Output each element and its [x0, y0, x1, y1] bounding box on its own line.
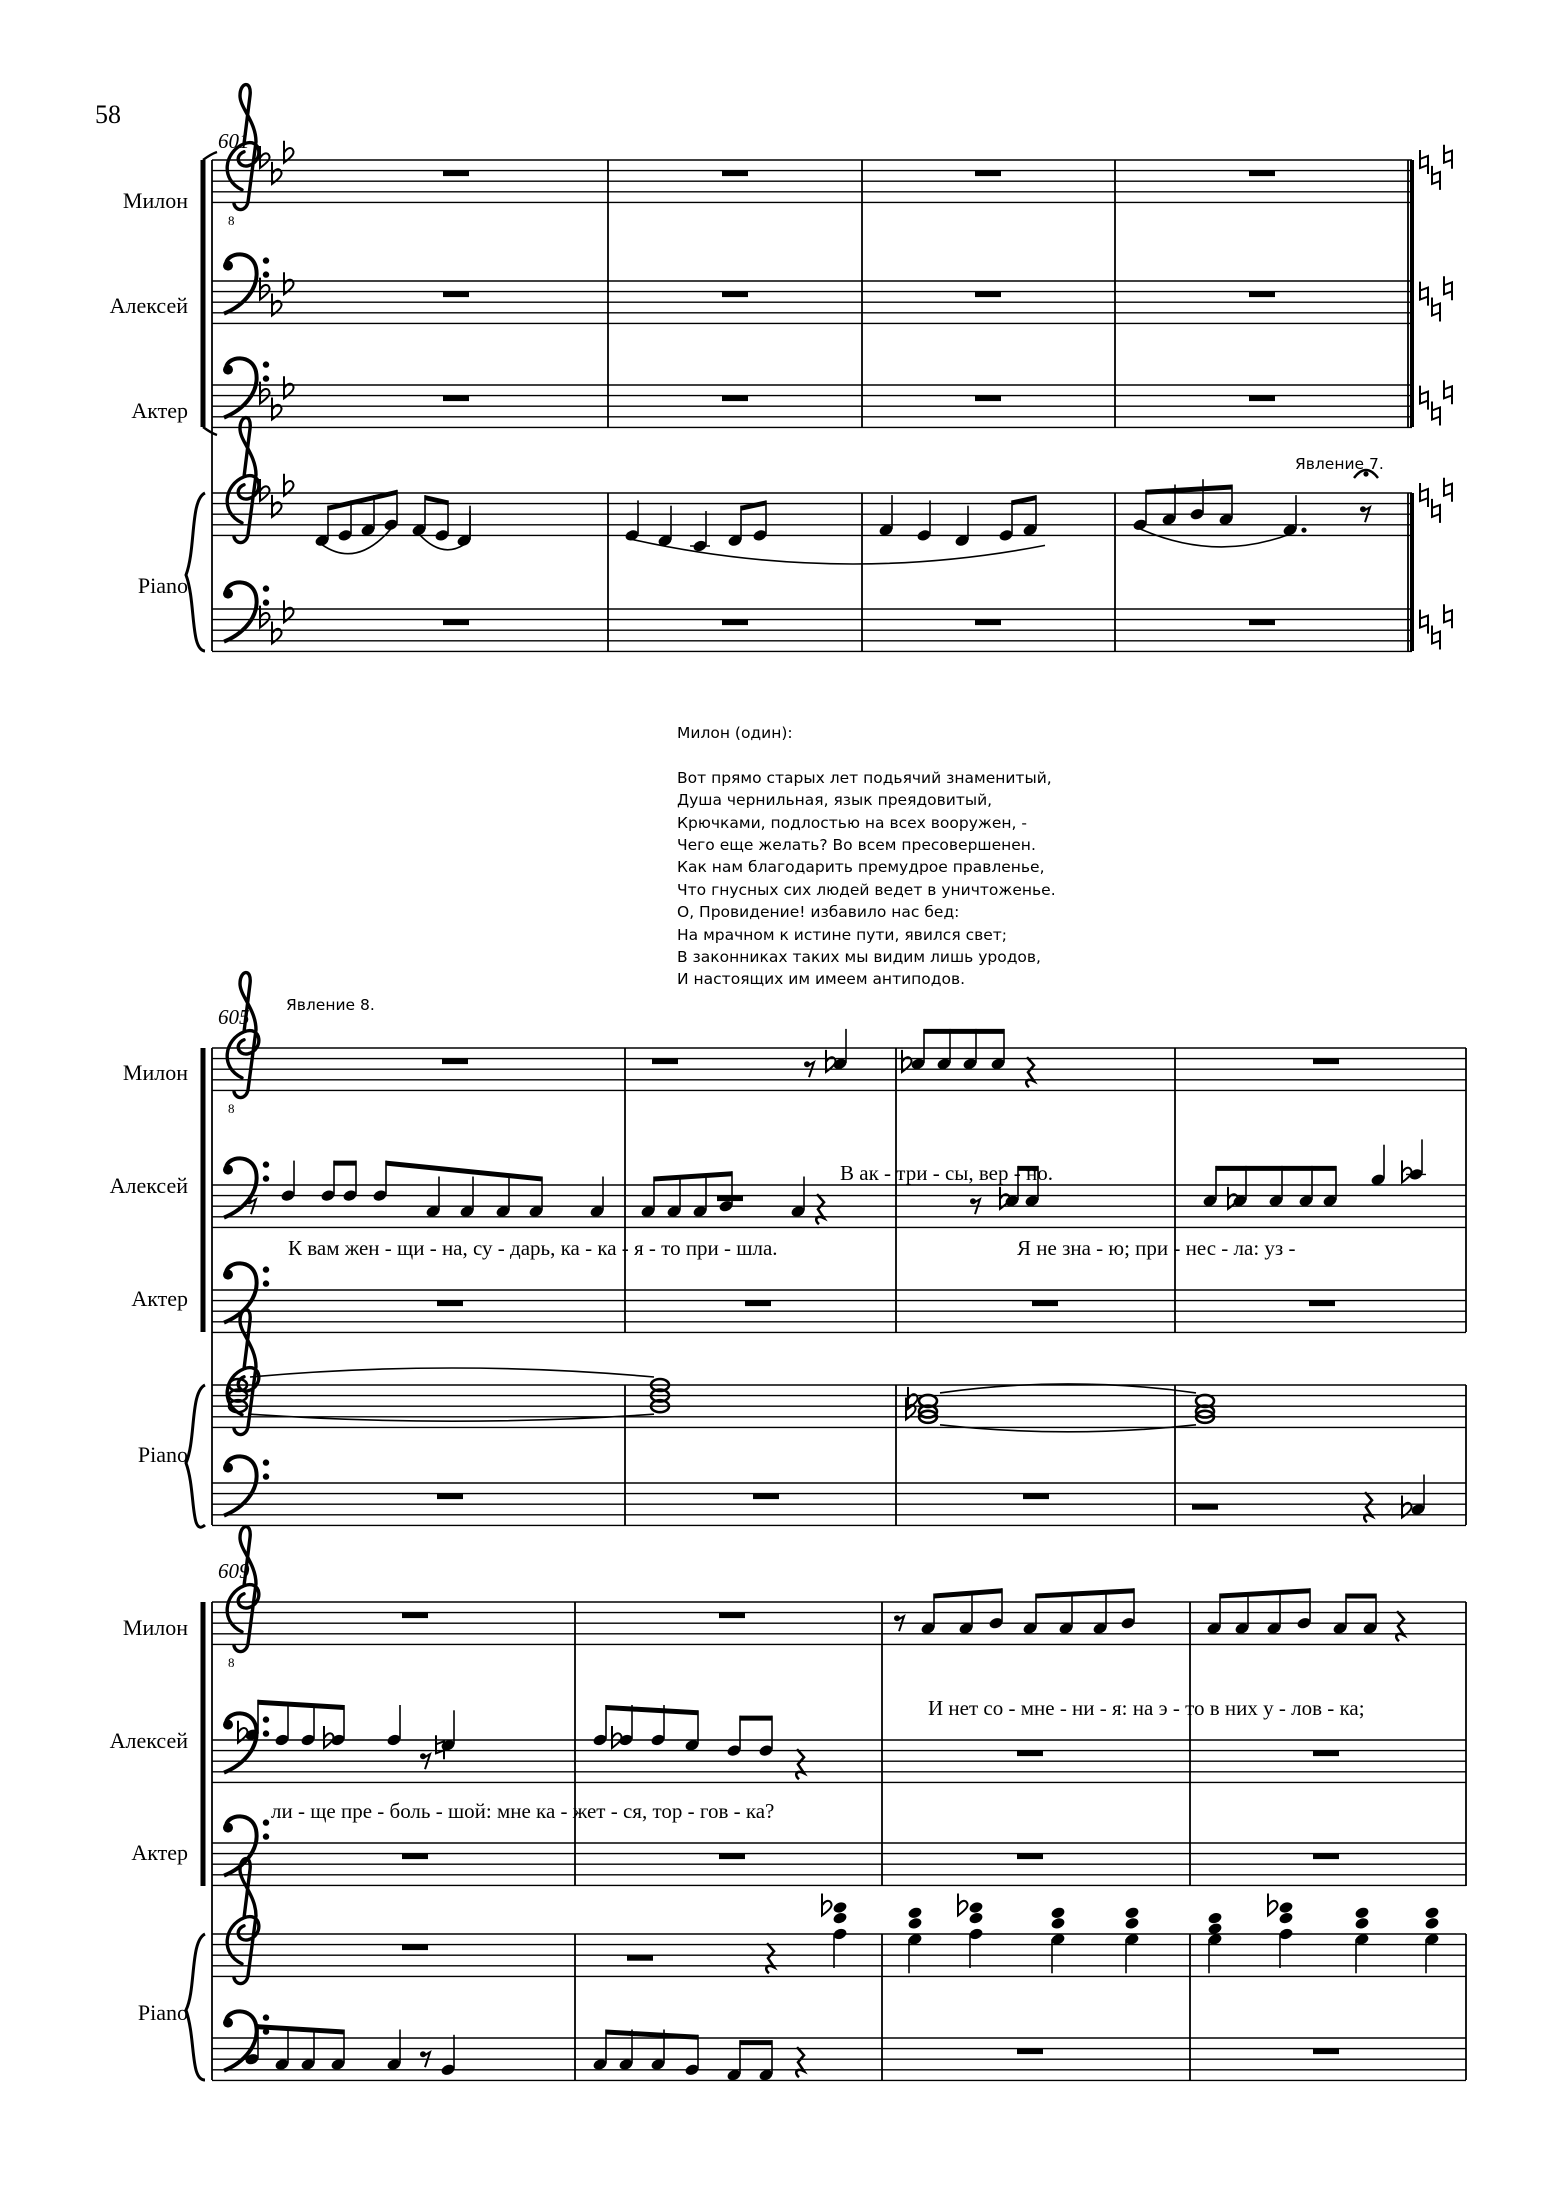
- staff-label: Милон: [122, 1060, 188, 1085]
- chord-note: [1424, 1906, 1440, 1920]
- flat-icon: [260, 146, 270, 168]
- lyric-line: И нет со - мне - ни - я: на э - то в них у - лов - ка;: [928, 1696, 1365, 1720]
- whole-rest: [402, 1945, 428, 1951]
- bass-clef-icon: [223, 1713, 269, 1772]
- beam: [1346, 1594, 1376, 1599]
- natural-icon: [1432, 626, 1440, 650]
- whole-rest: [753, 1494, 779, 1500]
- natural-icon: [1420, 610, 1428, 634]
- half-rest: [1192, 1504, 1218, 1510]
- beam: [924, 1029, 1004, 1034]
- whole-rest: [443, 171, 469, 177]
- chord-note: [968, 1911, 984, 1925]
- whole-rest: [1313, 1059, 1339, 1065]
- natural-icon: [1432, 402, 1440, 426]
- whole-rest: [1032, 1301, 1058, 1307]
- staff-label: Милон: [122, 1615, 188, 1640]
- flat-icon: [958, 1894, 968, 1916]
- beam: [740, 2040, 772, 2045]
- whole-rest: [975, 396, 1001, 402]
- chord-note: [1278, 1901, 1294, 1915]
- dot: [1301, 528, 1306, 533]
- half-rest: [627, 1955, 653, 1961]
- staff-label: Актер: [131, 398, 188, 423]
- slur: [250, 1414, 654, 1421]
- whole-rest: [975, 620, 1001, 626]
- beam: [741, 500, 766, 510]
- natural-icon: [1432, 499, 1440, 523]
- treble-clef-icon: [227, 1310, 259, 1435]
- quarter-rest: [1364, 1492, 1372, 1522]
- whole-rest: [1309, 1301, 1335, 1307]
- whole-rest: [722, 396, 748, 402]
- bass-clef-icon: [223, 358, 269, 417]
- staff-label: Актер: [131, 1840, 188, 1865]
- whole-rest: [443, 292, 469, 298]
- notation: [186, 85, 1466, 2082]
- whole-rest: [1313, 1751, 1339, 1757]
- whole-rest: [443, 396, 469, 402]
- beam: [606, 1705, 698, 1715]
- treble-clef-icon: [227, 418, 259, 543]
- flat-icon: [1402, 1160, 1412, 1182]
- scene-annotation: Явление 8.: [286, 996, 375, 1014]
- natural-icon: [1420, 483, 1428, 507]
- chord-note: [1050, 1906, 1066, 1920]
- bass-clef-icon: [223, 1456, 269, 1515]
- whole-rest: [442, 1059, 468, 1065]
- whole-rest: [402, 1613, 428, 1619]
- staff-label: Алексей: [109, 1728, 188, 1753]
- piano-brace: [186, 493, 205, 651]
- scene-annotation: Явление 7.: [1295, 455, 1384, 473]
- chord-note: [907, 1916, 923, 1930]
- whole-rest: [1249, 292, 1275, 298]
- natural-icon: [1432, 166, 1440, 190]
- whole-rest: [437, 1301, 463, 1307]
- octave-mark: 8: [228, 213, 235, 228]
- quarter-rest: [796, 2047, 804, 2077]
- bass-clef-icon: [223, 1816, 269, 1875]
- treble-clef-icon: [227, 1859, 259, 1984]
- flat-icon: [822, 1894, 832, 1916]
- whole-rest: [1017, 1854, 1043, 1860]
- bass-clef-icon: [223, 1158, 269, 1217]
- quarter-rest: [766, 1943, 774, 1973]
- slur: [250, 1368, 654, 1377]
- natural-icon: [1444, 380, 1452, 404]
- flat-icon: [1268, 1894, 1278, 1916]
- staff-label: Piano: [137, 2000, 188, 2025]
- beam: [386, 1161, 542, 1182]
- chord-note: [1050, 1916, 1066, 1930]
- octave-mark: 8: [228, 1101, 235, 1116]
- chord-note: [1124, 1916, 1140, 1930]
- whole-rest: [443, 620, 469, 626]
- whole-rest: [1249, 171, 1275, 177]
- slur: [322, 529, 391, 554]
- whole-rest: [1017, 1751, 1043, 1757]
- lyric-line: Я не зна - ю; при - нес - ла: уз -: [1017, 1236, 1296, 1260]
- quarter-rest: [796, 1749, 804, 1779]
- beam: [258, 1700, 344, 1710]
- piano-brace: [186, 1934, 205, 2080]
- chord-note: [1354, 1916, 1370, 1930]
- natural-icon: [1420, 282, 1428, 306]
- whole-rest: [719, 1613, 745, 1619]
- piano-brace: [186, 1385, 205, 1527]
- beam: [1220, 1588, 1310, 1598]
- chord-note: [832, 1911, 848, 1925]
- staff-label: Милон: [122, 188, 188, 213]
- whole-rest: [717, 1196, 743, 1202]
- staff-label: Алексей: [109, 293, 188, 318]
- staff-label: Актер: [131, 1286, 188, 1311]
- slur: [1140, 529, 1290, 547]
- measure-number: 601: [218, 129, 250, 153]
- bass-clef-icon: [223, 1263, 269, 1322]
- bass-clef-icon: [223, 254, 269, 313]
- chord-note: [832, 1901, 848, 1915]
- staff-label: Piano: [137, 1442, 188, 1467]
- whole-rest: [975, 171, 1001, 177]
- lyric-line: В ак - три - сы, вер - но.: [840, 1161, 1053, 1185]
- chord-note: [907, 1906, 923, 1920]
- lyric-line: К вам жен - щи - на, су - дарь, ка - ка - я - то при - шла.: [288, 1236, 778, 1260]
- whole-rest: [719, 1854, 745, 1860]
- whole-rest: [722, 292, 748, 298]
- natural-icon: [1444, 604, 1452, 628]
- natural-icon: [1444, 478, 1452, 502]
- page-number: 58: [95, 100, 121, 129]
- beam: [1216, 1166, 1336, 1171]
- measure-number: 605: [218, 1005, 250, 1029]
- chord-note: [1207, 1911, 1223, 1925]
- whole-rest: [402, 1854, 428, 1860]
- natural-icon: [1432, 298, 1440, 322]
- chord-note: [1278, 1911, 1294, 1925]
- chord-note: [1424, 1916, 1440, 1930]
- whole-rest: [1249, 620, 1275, 626]
- slur: [940, 1425, 1196, 1432]
- beam: [740, 1716, 772, 1721]
- slur: [632, 539, 1045, 564]
- whole-rest: [437, 1494, 463, 1500]
- whole-rest: [1023, 1494, 1049, 1500]
- chord-note: [1124, 1906, 1140, 1920]
- treble-clef-icon: [227, 973, 259, 1098]
- octave-mark: 8: [228, 1655, 235, 1670]
- whole-rest: [745, 1301, 771, 1307]
- measure-number: 609: [218, 1559, 250, 1583]
- natural-icon: [1420, 150, 1428, 174]
- beam: [334, 1161, 356, 1166]
- whole-rest: [1313, 2049, 1339, 2055]
- natural-icon: [1444, 145, 1452, 169]
- treble-clef-icon: [227, 1527, 259, 1652]
- chord-note: [968, 1901, 984, 1915]
- natural-icon: [1444, 276, 1452, 300]
- whole-rest: [1249, 396, 1275, 402]
- bass-clef-icon: [223, 582, 269, 641]
- whole-rest: [975, 292, 1001, 298]
- quarter-rest: [1026, 1057, 1034, 1087]
- beam: [934, 1588, 1002, 1598]
- staff-label: Алексей: [109, 1173, 188, 1198]
- natural-icon: [1420, 386, 1428, 410]
- whole-rest: [722, 620, 748, 626]
- whole-rest: [1313, 1854, 1339, 1860]
- quarter-rest: [816, 1194, 824, 1224]
- chord-note: [1354, 1906, 1370, 1920]
- flat-icon: [324, 1726, 334, 1748]
- flat-icon: [260, 479, 270, 501]
- whole-rest: [722, 171, 748, 177]
- beam: [654, 1171, 732, 1181]
- flat-icon: [612, 1726, 622, 1748]
- beam: [258, 2024, 344, 2034]
- beam: [1036, 1588, 1134, 1598]
- quarter-rest: [1396, 1611, 1404, 1641]
- recitative-text: Милон (один): Вот прямо старых лет подьячий знаменитый, Душа чернильная, язык преядовитый, Крючками, подлостью на всех вооружен, - Чего еще желать? Во всем пресовершенен. Как нам благодарить премудрое правленье, Что гнусных сих людей ведет в уничтоженье. О, Провидение! избавило нас бед: На мрачном к истине пути, явился свет; В законниках таких мы видим лишь уродов, И настоящих им имеем антиподов.: [677, 724, 1056, 989]
- whole-rest: [652, 1059, 678, 1065]
- lyric-line: ли - ще пре - боль - шой: мне ка - жет - ся, тор - гов - ка?: [271, 1799, 775, 1823]
- whole-rest: [1017, 2049, 1043, 2055]
- staff-label: Piano: [137, 573, 188, 598]
